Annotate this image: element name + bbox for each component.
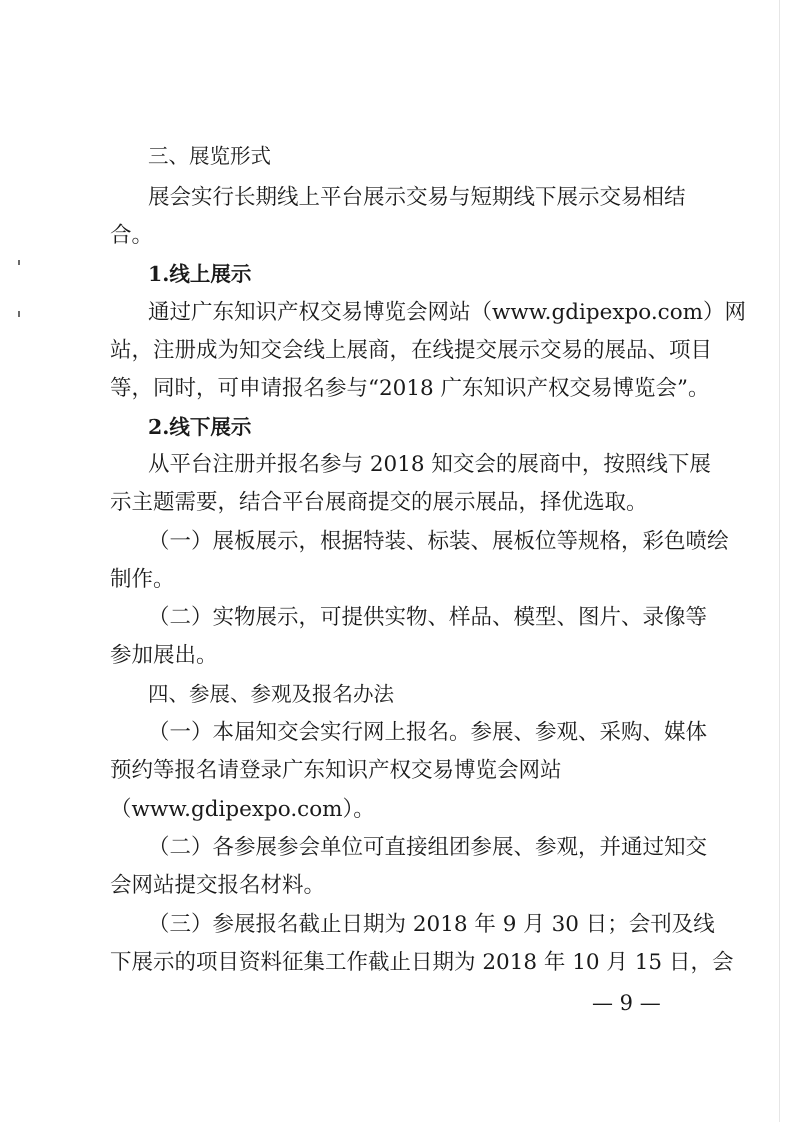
paragraph-line: 展会实行长期线上平台展示交易与短期线下展示交易相结 [148,185,686,210]
paragraph-line: 示主题需要，结合平台展商提交的展示展品，择优选取。 [110,490,648,515]
paragraph-line: 会网站提交报名材料。 [110,873,326,898]
paragraph-line: （二）各参展参会单位可直接组团参展、参观，并通过知交 [148,835,708,860]
paragraph-line: （三）参展报名截止日期为 2018 年 9 月 30 日；会刊及线 [148,912,715,937]
paragraph-line: 站，注册成为知交会线上展商，在线提交展示交易的展品、项目 [110,338,713,363]
paragraph-line: 合。 [110,223,154,248]
scan-artifact-mark [18,260,20,265]
scan-artifact-mark [18,311,20,317]
paragraph-line: 等，同时，可申请报名参与“2018 广东知识产权交易博览会”。 [110,376,710,401]
paragraph-line: 下展示的项目资料征集工作截止日期为 2018 年 10 月 15 日，会 [110,950,734,975]
paragraph-line: 参加展出。 [110,643,218,668]
paragraph-line: （一）展板展示，根据特装、标装、展板位等规格，彩色喷绘 [148,529,729,554]
page-number: — 9 — [592,991,661,1015]
paragraph-line: （一）本届知交会实行网上报名。参展、参观、采购、媒体 [148,720,708,745]
scan-edge-line [779,0,780,1122]
paragraph-line: 通过广东知识产权交易博览会网站（www.gdipexpo.com）网 [148,300,747,325]
section-heading-registration: 四、参展、参观及报名办法 [148,682,394,706]
paragraph-line: 预约等报名请登录广东知识产权交易博览会网站 [110,758,562,783]
paragraph-line: 从平台注册并报名参与 2018 知交会的展商中，按照线下展 [148,452,711,477]
paragraph-line: 制作。 [110,567,175,592]
paragraph-line: （二）实物展示，可提供实物、样品、模型、图片、录像等 [148,605,708,630]
paragraph-line: （www.gdipexpo.com）。 [110,797,375,822]
subheading-offline-display: 2.线下展示 [148,415,252,439]
subheading-online-display: 1.线上展示 [148,262,252,286]
section-heading-exhibition-format: 三、展览形式 [148,144,271,168]
